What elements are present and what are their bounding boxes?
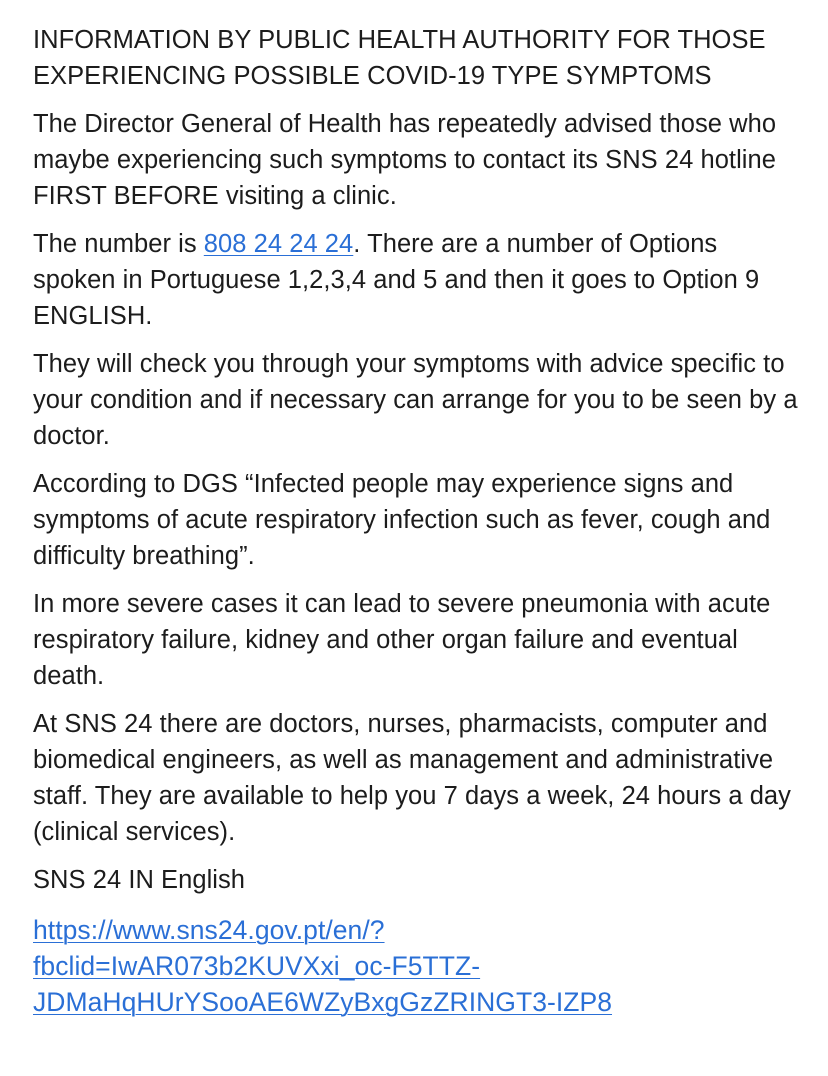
paragraph-phone-number xyxy=(33,226,803,334)
paragraph-symptom-check: They will check you through your symptoms with advice specific to your condition and if necessary can arrange for you to be seen by a doctor. xyxy=(33,350,798,450)
paragraph-staff-availability: At SNS 24 there are doctors, nurses, pharmacists, computer and biomedical engineers, as well as management and administrative staff. They are available to help you 7 days a week, 24 hours a day (clinical services). xyxy=(33,710,791,846)
url-line-3[interactable]: JDMaHqHUrYSooAE6WZyBxgGzZRINGT3-IZP8 xyxy=(33,987,613,1017)
url-line-2[interactable]: fbclid=IwAR073b2KUVXxi_oc-F5TTZ- xyxy=(33,951,481,981)
phone-options-text: . There are a number of Options spoken in Portuguese 1,2,3,4 and 5 and then it goes to Option 9 ENGLISH. xyxy=(33,230,760,330)
paragraph-severe-cases: In more severe cases it can lead to severe pneumonia with acute respiratory failure, kidney and other organ failure and eventual death. xyxy=(33,590,771,690)
phone-intro-text: The number is xyxy=(33,230,204,258)
url-line-1[interactable]: https://www.sns24.gov.pt/en/? xyxy=(33,915,385,945)
paragraph-hotline-advice: The Director General of Health has repeatedly advised those who maybe experiencing such symptoms to contact its SNS 24 hotline FIRST BEFORE visiting a clinic. xyxy=(33,110,777,210)
paragraph-dgs-quote: According to DGS “Infected people may experience signs and symptoms of acute respiratory infection such as fever, cough and difficulty breathing”. xyxy=(33,470,771,570)
document-heading: INFORMATION BY PUBLIC HEALTH AUTHORITY FOR THOSE EXPERIENCING POSSIBLE COVID-19 TYPE SYMPTOMS xyxy=(33,26,766,90)
phone-number-link[interactable]: 808 24 24 24 xyxy=(203,230,354,258)
english-label: SNS 24 IN English xyxy=(33,866,246,894)
sns24-url-link[interactable] xyxy=(33,912,768,1020)
document-body xyxy=(33,22,803,1020)
